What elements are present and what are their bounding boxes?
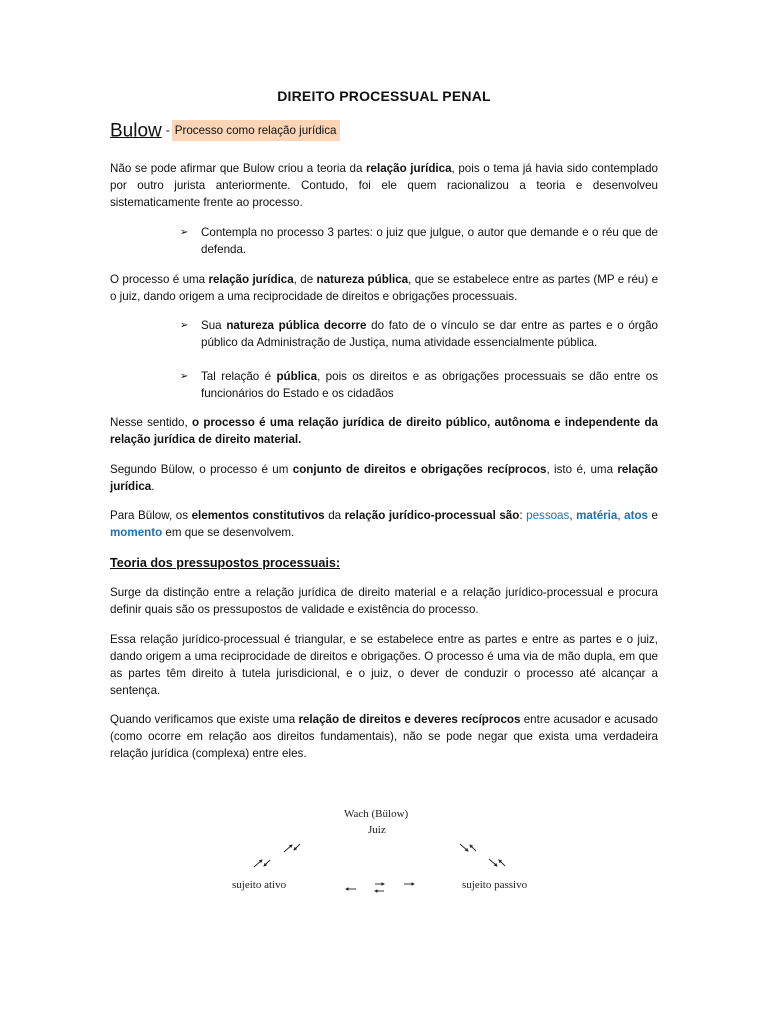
arrow-right-up-lower — [499, 860, 505, 866]
arrow-right-down — [460, 844, 468, 851]
paragraph-distinction: Surge da distinção entre a relação jurídica de direito material e a relação jurídico-processual e procura definir quais são os pressupostos de validade e existência do processo. — [110, 586, 658, 616]
arrow-bullet-icon: ➢ — [180, 371, 189, 382]
bullet-public-nature: ➢ Sua natureza pública decorre do fato de o vínculo se dar entre as partes e o órgão público da Administração de Justiça, numa atividade essencialmente pública. — [180, 319, 659, 349]
diagram-right-label: sujeito passivo — [462, 879, 528, 891]
arrow-left-down-lower — [264, 860, 270, 866]
triangular-relation-diagram — [218, 800, 558, 910]
arrow-right-down-lower — [489, 859, 497, 866]
document-title: DIREITO PROCESSUAL PENAL — [277, 88, 491, 104]
heading-subtitle-highlight: Processo como relação jurídica — [172, 120, 340, 141]
diagram-left-label: sujeito ativo — [232, 879, 287, 891]
arrow-bullet-icon: ➢ — [180, 320, 189, 331]
heading-author: Bulow — [110, 120, 162, 142]
paragraph-triangular: Essa relação jurídico-processual é triangular, e se estabelece entre as partes e entre as partes e o juiz, dando origem a uma reciprocidade de direitos e obrigações. O processo é uma via de mão dupla, em que as partes têm direito à tutela jurisdicional, e o juiz, o dever de conduzir o processo até alcançar a sentença. — [110, 633, 658, 697]
subheading-presuppositions: Teoria dos pressupostos processuais: — [110, 556, 341, 570]
bullet-three-parties: ➢ Contempla no processo 3 partes: o juiz que julgue, o autor que demande e o réu que de defenda. — [180, 226, 658, 256]
diagram-top-label: Wach (Bülow) — [344, 808, 409, 820]
paragraph-process-relation: O processo é uma relação jurídica, de natureza pública, que se estabelece entre as partes (MP e réu) e o juiz, dando origem a uma reciprocidade de direitos e obrigações processuais. — [110, 273, 659, 303]
heading-separator: - — [165, 123, 170, 138]
bullet-public-relation: ➢ Tal relação é pública, pois os direitos e as obrigações processuais se dão entre os funcionários do Estado e os cidadãos — [180, 370, 658, 400]
arrow-left-up-lower — [254, 860, 262, 867]
paragraph-public-law: Nesse sentido, o processo é uma relação jurídica de direito público, autônoma e independente da relação jurídica de direito material. — [110, 416, 658, 446]
paragraph-bulow-rights: Segundo Bülow, o processo é um conjunto de direitos e obrigações recíprocos, isto é, uma relação jurídica. — [110, 463, 659, 493]
diagram-judge-label: Juiz — [368, 824, 386, 836]
arrow-left-down — [294, 844, 300, 850]
paragraph-reciprocal: Quando verificamos que existe uma relação de direitos e deveres recíprocos entre acusador e acusado (como ocorre em relação aos direitos fundamentais), não se pode negar que exista uma verdadeira relação jurídica (complexa) entre eles. — [110, 713, 658, 760]
arrow-bullet-icon: ➢ — [180, 227, 189, 238]
arrow-right-up — [470, 845, 476, 851]
section-heading — [110, 120, 340, 142]
paragraph-intro: Não se pode afirmar que Bulow criou a teoria da relação jurídica, pois o tema já havia sido contemplado por outro jurista anteriormente. Contudo, foi ele quem racionalizou a teoria e desenvolveu sistematicamente frente ao processo. — [110, 162, 659, 209]
paragraph-constitutive-elements: Para Bülow, os elementos constitutivos da relação jurídico-processual são: pessoas, matéria, atos e momento em que se desenvolvem. — [110, 509, 659, 539]
arrow-left-up — [284, 845, 292, 852]
